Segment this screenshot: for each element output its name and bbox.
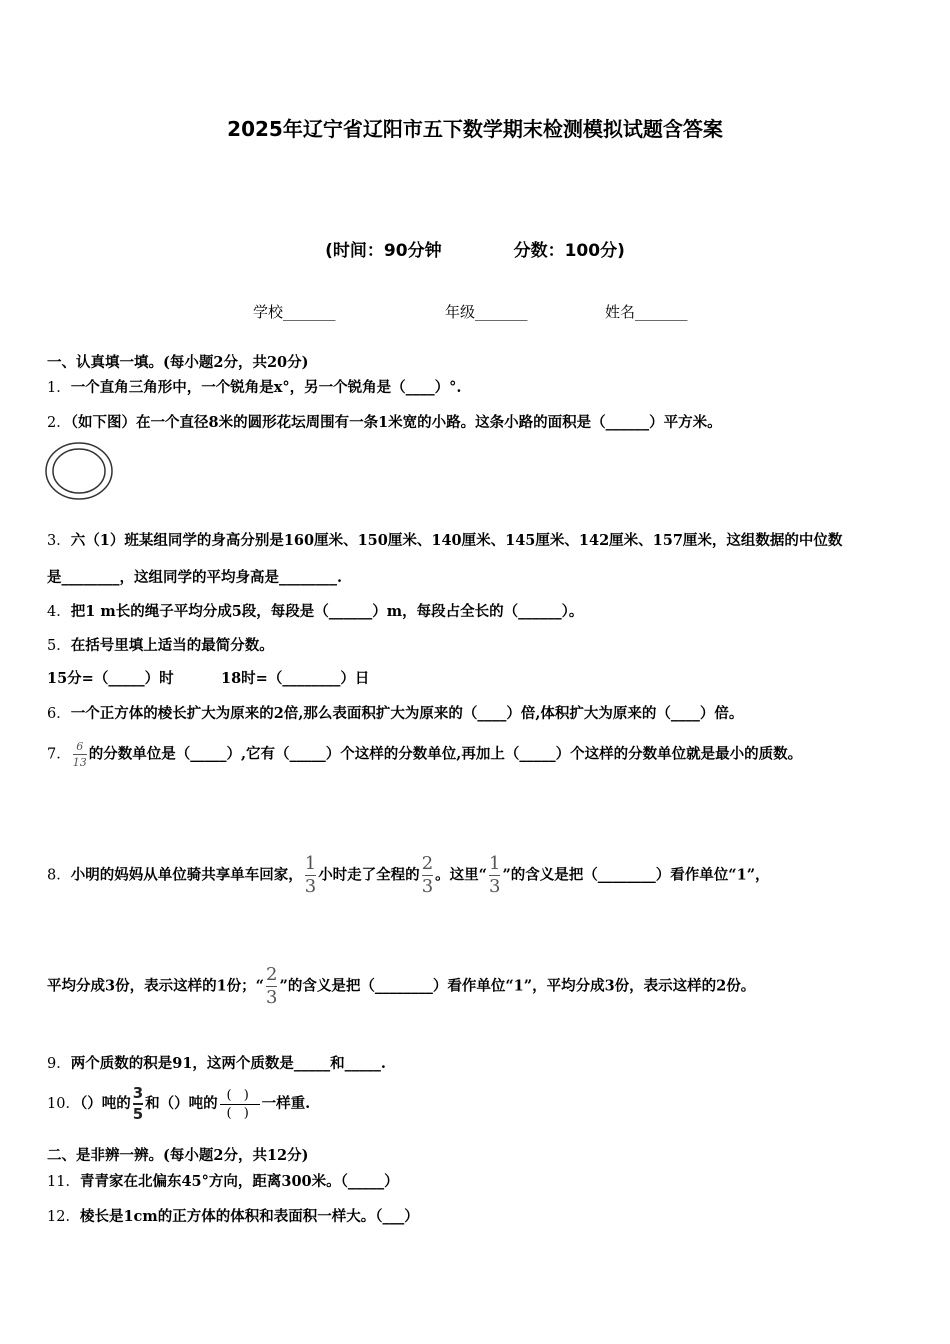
question-text: 。这里“ — [435, 866, 487, 884]
total-score: 分数：100分) — [513, 241, 625, 261]
question-text: 一个正方体的棱长扩大为原来的2倍,那么表面积扩大为原来的（____）倍,体积扩大为原来的（____）倍。 — [70, 705, 744, 722]
question-text: 平均分成3份，表示这样的1份；“ — [47, 977, 265, 995]
question-text: 在括号里填上适当的最简分数。 — [70, 637, 274, 654]
question-3-line-2: 是________，这组同学的平均身高是________. — [47, 569, 343, 586]
question-text: ”的含义是把（________）看作单位“1”，平均分成3份，表示这样的2份。 — [279, 977, 756, 995]
question-text: ”的含义是把（________）看作单位“1”， — [502, 866, 770, 884]
question-number: 12． — [47, 1209, 80, 1225]
fraction: $\frac{1}{3}$ — [488, 853, 501, 897]
question-text: 青青家在北偏东45°方向，距离300米。（_____） — [79, 1173, 399, 1190]
question-text: 小明的妈妈从单位骑共享单车回家， — [70, 866, 303, 884]
fraction: $\frac{1}{3}$ — [304, 853, 317, 897]
question-text: 和（）吨的 — [145, 1095, 218, 1112]
school-field: 学校_______ — [253, 303, 336, 321]
question-number: 3． — [47, 533, 71, 549]
question-11 — [47, 1170, 399, 1191]
fraction: $\frac{2}{3}$ — [266, 964, 278, 1008]
question-text: 棱长是1cm的正方体的体积和表面积一样大。（___） — [79, 1208, 419, 1225]
page-title: 2025年辽宁省辽阳市五下数学期末检测模拟试题含答案 — [227, 117, 723, 141]
question-text: 把1 m长的绳子平均分成5段，每段是（______）m，每段占全长的（______）。 — [70, 603, 584, 620]
question-text: 小时走了全程的 — [318, 866, 420, 884]
question-text: （）吨的 — [79, 1095, 131, 1112]
question-5 — [47, 634, 274, 655]
fraction: $\frac{6}{13}$ — [72, 740, 87, 769]
question-7 — [47, 741, 802, 768]
question-8-line-2 — [47, 966, 755, 1007]
question-number: 8． — [47, 867, 71, 884]
outer-circle — [46, 443, 112, 499]
question-number: 1． — [47, 380, 71, 396]
time-limit: (时间：90分钟 — [325, 241, 442, 261]
fraction: $\frac{3}{5}$ — [132, 1084, 144, 1123]
name-field: 姓名_______ — [605, 303, 688, 321]
question-9 — [47, 1052, 386, 1073]
blank-fraction: $\frac{( )}{( )}$ — [220, 1089, 260, 1120]
question-text: 六（1）班某组同学的身高分别是160厘米、150厘米、140厘米、145厘米、142厘米、157厘米，这组数据的中位数 — [70, 532, 843, 549]
circular-path-diagram — [44, 441, 116, 503]
question-number: 6． — [47, 706, 71, 722]
question-number: 5． — [47, 638, 71, 654]
section-heading-2: 二、是非辨一辨。(每小题2分，共12分) — [47, 1147, 309, 1164]
question-8-line-1 — [47, 855, 770, 896]
question-2 — [47, 411, 722, 432]
question-text: 的分数单位是（_____）,它有（_____）个这样的分数单位,再加上（_____）个这样的分数单位就是最小的质数。 — [88, 745, 803, 763]
question-number: 10． — [47, 1096, 80, 1112]
grade-field: 年级_______ — [445, 303, 528, 321]
question-6 — [47, 702, 743, 723]
question-5-blank-a: 15分=（_____）时 — [47, 670, 174, 687]
question-5-blank-b: 18时=（________）日 — [221, 670, 370, 687]
question-1 — [47, 376, 461, 397]
fraction: $\frac{2}{3}$ — [421, 853, 434, 897]
question-number: 4． — [47, 604, 71, 620]
question-number: 9． — [47, 1056, 71, 1072]
question-number: 11． — [47, 1174, 80, 1190]
question-4 — [47, 600, 583, 621]
question-text: （如下图）在一个直径8米的圆形花坛周围有一条1米宽的小路。这条小路的面积是（______）平方米。 — [70, 414, 722, 431]
question-text: 两个质数的积是91，这两个质数是_____和_____. — [70, 1055, 386, 1072]
question-text: 一个直角三角形中，一个锐角是x°，另一个锐角是（____）°. — [70, 379, 462, 396]
section-heading-1: 一、认真填一填。(每小题2分，共20分) — [47, 354, 309, 371]
question-12 — [47, 1205, 419, 1226]
question-10 — [47, 1086, 310, 1122]
question-number: 7． — [47, 746, 71, 763]
question-text: 一样重. — [261, 1095, 311, 1112]
exam-info — [0, 236, 950, 261]
question-3-line-1 — [47, 529, 842, 550]
question-number: 2． — [47, 415, 71, 431]
inner-circle — [53, 449, 105, 493]
